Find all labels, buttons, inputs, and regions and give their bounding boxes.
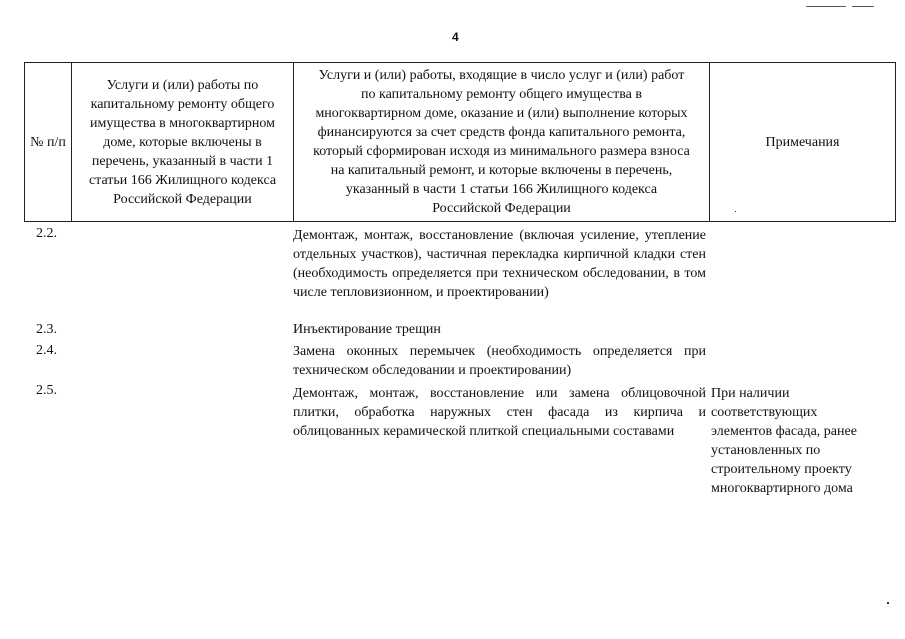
- row-text: Инъектирование трещин: [293, 322, 441, 337]
- header-works-line: финансируются за счет средств фонда капитального ремонта,: [317, 125, 686, 140]
- note-line: При наличии: [711, 386, 790, 401]
- row-note: [711, 384, 891, 498]
- header-services-line: доме, которые включены в: [103, 134, 262, 150]
- header-works-line: многоквартирном доме, оказание и (или) выполнение которых: [315, 106, 688, 121]
- header-services-line: имущества в многоквартирном: [90, 115, 275, 131]
- header-cell-services: [71, 63, 293, 221]
- header-services-line: Российской Федерации: [113, 191, 252, 207]
- header-services-line: Услуги и (или) работы по: [106, 77, 259, 93]
- scan-artifact-line: [852, 6, 874, 7]
- row-number: 2.2.: [36, 226, 57, 241]
- header-works-line: указанный в части 1 статьи 166 Жилищного кодекса: [345, 182, 658, 197]
- scan-artifact-dot: [887, 602, 889, 604]
- header-cell-number: [25, 63, 71, 221]
- scan-artifact-line: [806, 6, 846, 7]
- row-text: Демонтаж, монтаж, восстановление (включая усиление, утепление отдельных участков), частичная перекладка кирпичной кладки стен (необходимость определяется при техническом обследовании, в том числе тепловизионном, и проектировании): [293, 228, 706, 300]
- header-services-line: перечень, указанный в части 1: [91, 153, 274, 169]
- header-cell-notes: [709, 63, 895, 221]
- page-number: 4: [452, 30, 459, 44]
- header-works-line: на капитальный ремонт, и которые включены в перечень,: [330, 163, 673, 178]
- note-line: соответствующих: [711, 405, 818, 420]
- header-notes-label: Примечания: [765, 134, 840, 150]
- note-line: многоквартирного дома: [711, 481, 853, 496]
- note-line: элементов фасада, ранее: [711, 424, 857, 439]
- header-works-line: Услуги и (или) работы, входящие в число услуг и (или) работ: [318, 68, 685, 83]
- header-works-line: который сформирован исходя из минимального размера взноса: [313, 144, 690, 159]
- header-works-line: Российской Федерации: [432, 201, 571, 216]
- note-line: строительному проекту: [711, 462, 852, 477]
- header-services-line: капитальному ремонту общего: [90, 96, 275, 112]
- row-number: 2.4.: [36, 343, 57, 358]
- row-number: 2.3.: [36, 322, 57, 337]
- header-works-line: по капитальному ремонту общего имущества в: [361, 87, 642, 102]
- row-number: 2.5.: [36, 383, 57, 398]
- table-header: [24, 62, 896, 222]
- row-text: Демонтаж, монтаж, восстановление или замена облицовочной плитки, обработка наружных стен фасада из кирпича и облицованных керамической плиткой специальными составами: [293, 386, 706, 439]
- header-services-line: статьи 166 Жилищного кодекса: [88, 172, 277, 188]
- header-number-label: № п/п: [30, 134, 66, 150]
- row-text: Замена оконных перемычек (необходимость определяется при техническом обследовании и проектировании): [293, 344, 706, 378]
- note-line: установленных по: [711, 443, 821, 458]
- header-cell-works: [293, 63, 709, 221]
